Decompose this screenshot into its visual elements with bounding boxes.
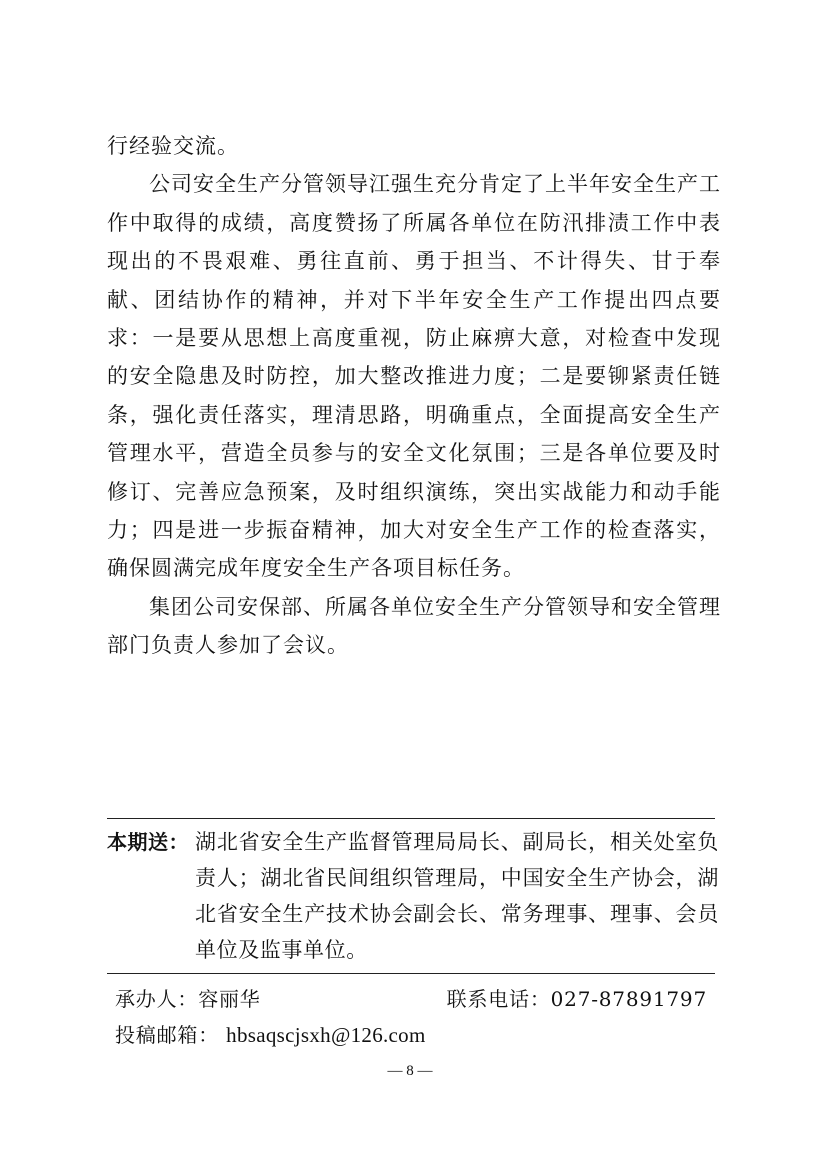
phone	[447, 983, 707, 1015]
distribution-text: 湖北省安全生产监督管理局局长、副局长，相关处室负责人；湖北省民间组织管理局，中国安全生产协会，湖北省安全生产技术协会副会长、常务理事、理事、会员单位及监事单位。	[195, 830, 719, 962]
page-number: — 8 —	[387, 1063, 433, 1079]
handler-label: 承办人：	[115, 987, 199, 1011]
email-address: hbsaqscjsxh@126.com	[226, 1023, 426, 1047]
phone-label: 联系电话：	[446, 987, 551, 1011]
email-row	[115, 1019, 426, 1051]
divider-top	[107, 818, 715, 819]
handler-name: 容丽华	[198, 987, 261, 1011]
paragraph-continuation: 行经验交流。	[107, 134, 239, 158]
paragraph-leader-remarks: 公司安全生产分管领导江强生充分肯定了上半年安全生产工作中取得的成绩，高度赞扬了所属各单位在防汛排渍工作中表现出的不畏艰难、勇往直前、勇于担当、不计得失、甘于奉献、团结协作的精神，并对下半年安全生产工作提出四点要求：一是要从思想上高度重视，防止麻痹大意，对检查中发现的安全隐患及时防控，加大整改推进力度；二是要铆紧责任链条，强化责任落实，理清思路，明确重点，全面提高安全生产管理水平，营造全员参与的安全文化氛围；三是各单位要及时修订、完善应急预案，及时组织演练，突出实战能力和动手能力；四是进一步振奋精神，加大对安全生产工作的检查落实，确保圆满完成年度安全生产各项目标任务。	[107, 172, 721, 581]
email-label: 投稿邮箱：	[115, 1023, 219, 1047]
body-text	[107, 127, 721, 665]
distribution-label: 本期送：	[107, 830, 189, 854]
phone-number: 027-87891797	[550, 987, 707, 1011]
divider-bottom	[107, 973, 715, 974]
paragraph-attendees: 集团公司安保部、所属各单位安全生产分管领导和安全管理部门负责人参加了会议。	[107, 594, 721, 658]
handler	[115, 983, 261, 1015]
